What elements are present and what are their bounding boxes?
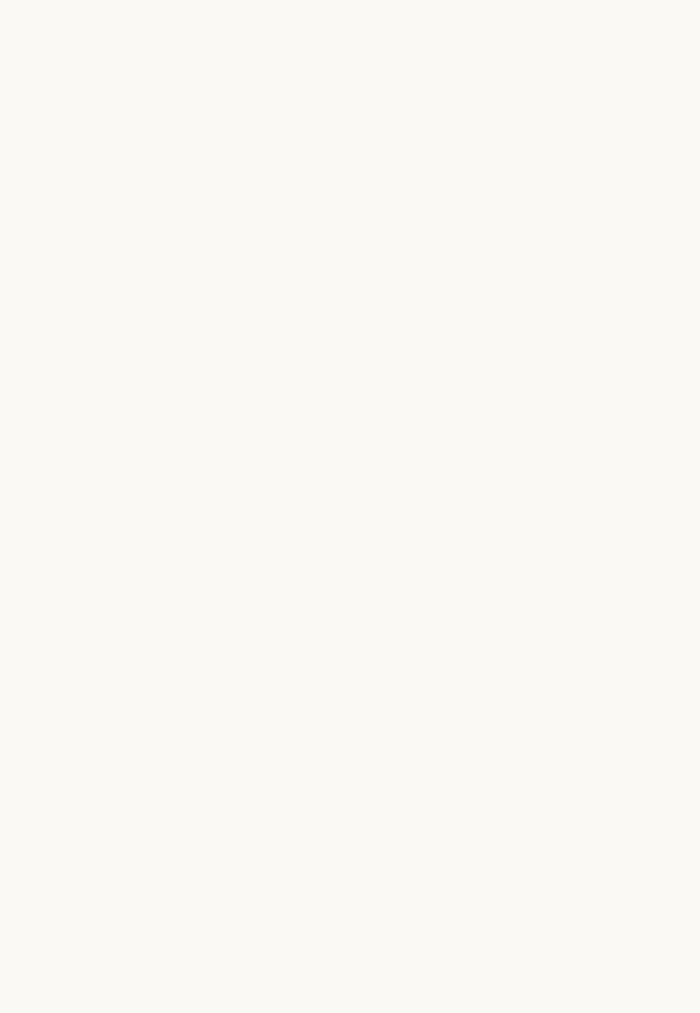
- top-decorative-border: [0, 0, 700, 34]
- bottom-decorative-border: [0, 973, 700, 1013]
- right-decorative-border: [660, 60, 700, 960]
